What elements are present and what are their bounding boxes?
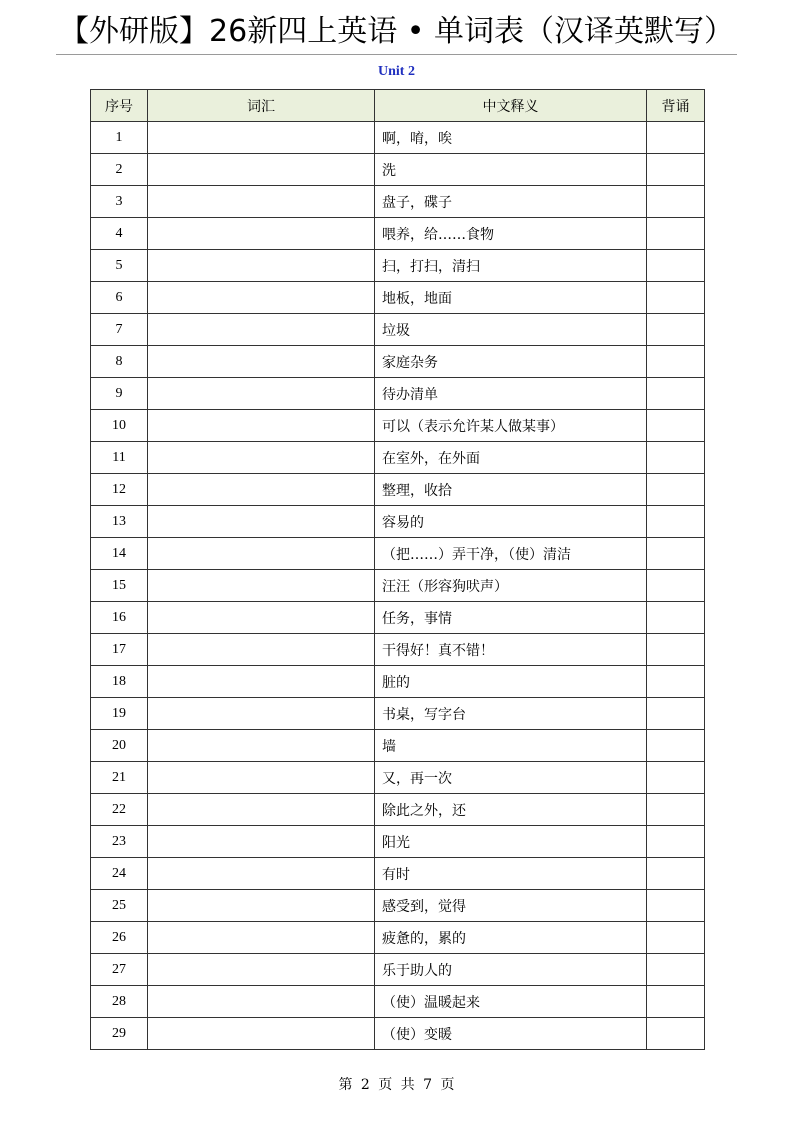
- column-header-number: 序号: [91, 90, 148, 122]
- table-row: [91, 986, 705, 1018]
- row-number: 21: [91, 762, 148, 794]
- row-number: 9: [91, 378, 148, 410]
- recite-check-cell[interactable]: [647, 602, 705, 634]
- chinese-meaning: 地板，地面: [375, 282, 647, 314]
- word-answer-cell[interactable]: [148, 378, 375, 410]
- table-row: [91, 794, 705, 826]
- word-answer-cell[interactable]: [148, 410, 375, 442]
- recite-check-cell[interactable]: [647, 858, 705, 890]
- row-number: 2: [91, 154, 148, 186]
- page-footer: 第 2 页 共 7 页: [338, 1077, 455, 1093]
- recite-check-cell[interactable]: [647, 378, 705, 410]
- table-row: [91, 858, 705, 890]
- recite-check-cell[interactable]: [647, 634, 705, 666]
- table-row: [91, 122, 705, 154]
- table-row: [91, 1018, 705, 1050]
- table-row: [91, 186, 705, 218]
- chinese-meaning: 汪汪（形容狗吠声）: [375, 570, 647, 602]
- row-number: 12: [91, 474, 148, 506]
- recite-check-cell[interactable]: [647, 538, 705, 570]
- table-body: [91, 122, 705, 1050]
- table-row: [91, 474, 705, 506]
- row-number: 18: [91, 666, 148, 698]
- row-number: 11: [91, 442, 148, 474]
- row-number: 10: [91, 410, 148, 442]
- row-number: 17: [91, 634, 148, 666]
- word-answer-cell[interactable]: [148, 602, 375, 634]
- table-row: [91, 154, 705, 186]
- title-divider: [56, 54, 737, 55]
- word-answer-cell[interactable]: [148, 634, 375, 666]
- chinese-meaning: 脏的: [375, 666, 647, 698]
- chinese-meaning: 待办清单: [375, 378, 647, 410]
- row-number: 28: [91, 986, 148, 1018]
- recite-check-cell[interactable]: [647, 410, 705, 442]
- chinese-meaning: 垃圾: [375, 314, 647, 346]
- word-answer-cell[interactable]: [148, 474, 375, 506]
- recite-check-cell[interactable]: [647, 506, 705, 538]
- recite-check-cell[interactable]: [647, 442, 705, 474]
- chinese-meaning: 啊，唷，唉: [375, 122, 647, 154]
- word-answer-cell[interactable]: [148, 442, 375, 474]
- word-answer-cell[interactable]: [148, 154, 375, 186]
- row-number: 8: [91, 346, 148, 378]
- table-row: [91, 538, 705, 570]
- row-number: 23: [91, 826, 148, 858]
- row-number: 1: [91, 122, 148, 154]
- row-number: 16: [91, 602, 148, 634]
- chinese-meaning: 扫，打扫，清扫: [375, 250, 647, 282]
- word-answer-cell[interactable]: [148, 666, 375, 698]
- table-row: [91, 666, 705, 698]
- row-number: 14: [91, 538, 148, 570]
- recite-check-cell[interactable]: [647, 218, 705, 250]
- row-number: 22: [91, 794, 148, 826]
- table-row: [91, 282, 705, 314]
- chinese-meaning: 家庭杂务: [375, 346, 647, 378]
- chinese-meaning: 可以（表示允许某人做某事）: [375, 410, 647, 442]
- table-row: [91, 250, 705, 282]
- chinese-meaning: 洗: [375, 154, 647, 186]
- chinese-meaning: 又，再一次: [375, 762, 647, 794]
- recite-check-cell[interactable]: [647, 154, 705, 186]
- recite-check-cell[interactable]: [647, 346, 705, 378]
- recite-check-cell[interactable]: [647, 186, 705, 218]
- table-row: [91, 570, 705, 602]
- word-answer-cell[interactable]: [148, 698, 375, 730]
- word-answer-cell[interactable]: [148, 250, 375, 282]
- row-number: 19: [91, 698, 148, 730]
- table-row: [91, 826, 705, 858]
- recite-check-cell[interactable]: [647, 762, 705, 794]
- word-answer-cell[interactable]: [148, 826, 375, 858]
- word-answer-cell[interactable]: [148, 570, 375, 602]
- word-answer-cell[interactable]: [148, 538, 375, 570]
- word-answer-cell[interactable]: [148, 1018, 375, 1050]
- recite-check-cell[interactable]: [647, 250, 705, 282]
- row-number: 27: [91, 954, 148, 986]
- row-number: 24: [91, 858, 148, 890]
- recite-check-cell[interactable]: [647, 666, 705, 698]
- row-number: 15: [91, 570, 148, 602]
- recite-check-cell[interactable]: [647, 314, 705, 346]
- chinese-meaning: 阳光: [375, 826, 647, 858]
- column-header-meaning: 中文释义: [375, 90, 647, 122]
- table-row: [91, 218, 705, 250]
- unit-heading: Unit 2: [378, 64, 415, 79]
- recite-check-cell[interactable]: [647, 922, 705, 954]
- chinese-meaning: 疲惫的，累的: [375, 922, 647, 954]
- recite-check-cell[interactable]: [647, 826, 705, 858]
- recite-check-cell[interactable]: [647, 1018, 705, 1050]
- word-answer-cell[interactable]: [148, 506, 375, 538]
- table-header-row: [91, 90, 705, 122]
- table-row: [91, 442, 705, 474]
- vocabulary-table: [90, 89, 705, 1050]
- chinese-meaning: （使）变暖: [375, 1018, 647, 1050]
- word-answer-cell[interactable]: [148, 186, 375, 218]
- table-row: [91, 378, 705, 410]
- recite-check-cell[interactable]: [647, 282, 705, 314]
- recite-check-cell[interactable]: [647, 794, 705, 826]
- table-row: [91, 762, 705, 794]
- table-row: [91, 410, 705, 442]
- chinese-meaning: （使）温暖起来: [375, 986, 647, 1018]
- word-answer-cell[interactable]: [148, 346, 375, 378]
- word-answer-cell[interactable]: [148, 858, 375, 890]
- recite-check-cell[interactable]: [647, 474, 705, 506]
- document-title: 【外研版】26新四上英语 • 单词表（汉译英默写）: [59, 14, 734, 49]
- chinese-meaning: 容易的: [375, 506, 647, 538]
- chinese-meaning: 乐于助人的: [375, 954, 647, 986]
- row-number: 20: [91, 730, 148, 762]
- word-answer-cell[interactable]: [148, 986, 375, 1018]
- chinese-meaning: 整理，收拾: [375, 474, 647, 506]
- table-row: [91, 890, 705, 922]
- chinese-meaning: 喂养，给……食物: [375, 218, 647, 250]
- table-row: [91, 602, 705, 634]
- row-number: 26: [91, 922, 148, 954]
- table-row: [91, 730, 705, 762]
- word-answer-cell[interactable]: [148, 730, 375, 762]
- row-number: 7: [91, 314, 148, 346]
- recite-check-cell[interactable]: [647, 890, 705, 922]
- row-number: 6: [91, 282, 148, 314]
- chinese-meaning: （把……）弄干净，（使）清洁: [375, 538, 647, 570]
- word-answer-cell[interactable]: [148, 282, 375, 314]
- word-answer-cell[interactable]: [148, 762, 375, 794]
- table-row: [91, 346, 705, 378]
- column-header-word: 词汇: [148, 90, 375, 122]
- word-answer-cell[interactable]: [148, 218, 375, 250]
- table-row: [91, 506, 705, 538]
- word-answer-cell[interactable]: [148, 890, 375, 922]
- recite-check-cell[interactable]: [647, 954, 705, 986]
- row-number: 25: [91, 890, 148, 922]
- table-row: [91, 698, 705, 730]
- table-row: [91, 634, 705, 666]
- row-number: 29: [91, 1018, 148, 1050]
- chinese-meaning: 任务，事情: [375, 602, 647, 634]
- recite-check-cell[interactable]: [647, 570, 705, 602]
- recite-check-cell[interactable]: [647, 986, 705, 1018]
- chinese-meaning: 墙: [375, 730, 647, 762]
- word-answer-cell[interactable]: [148, 922, 375, 954]
- chinese-meaning: 书桌，写字台: [375, 698, 647, 730]
- chinese-meaning: 除此之外，还: [375, 794, 647, 826]
- chinese-meaning: 有时: [375, 858, 647, 890]
- row-number: 4: [91, 218, 148, 250]
- chinese-meaning: 干得好！真不错！: [375, 634, 647, 666]
- word-answer-cell[interactable]: [148, 122, 375, 154]
- recite-check-cell[interactable]: [647, 698, 705, 730]
- table-row: [91, 314, 705, 346]
- recite-check-cell[interactable]: [647, 730, 705, 762]
- word-answer-cell[interactable]: [148, 954, 375, 986]
- table-row: [91, 922, 705, 954]
- chinese-meaning: 感受到，觉得: [375, 890, 647, 922]
- chinese-meaning: 在室外，在外面: [375, 442, 647, 474]
- row-number: 3: [91, 186, 148, 218]
- row-number: 13: [91, 506, 148, 538]
- row-number: 5: [91, 250, 148, 282]
- table-row: [91, 954, 705, 986]
- word-answer-cell[interactable]: [148, 314, 375, 346]
- column-header-recite: 背诵: [647, 90, 705, 122]
- chinese-meaning: 盘子，碟子: [375, 186, 647, 218]
- word-answer-cell[interactable]: [148, 794, 375, 826]
- recite-check-cell[interactable]: [647, 122, 705, 154]
